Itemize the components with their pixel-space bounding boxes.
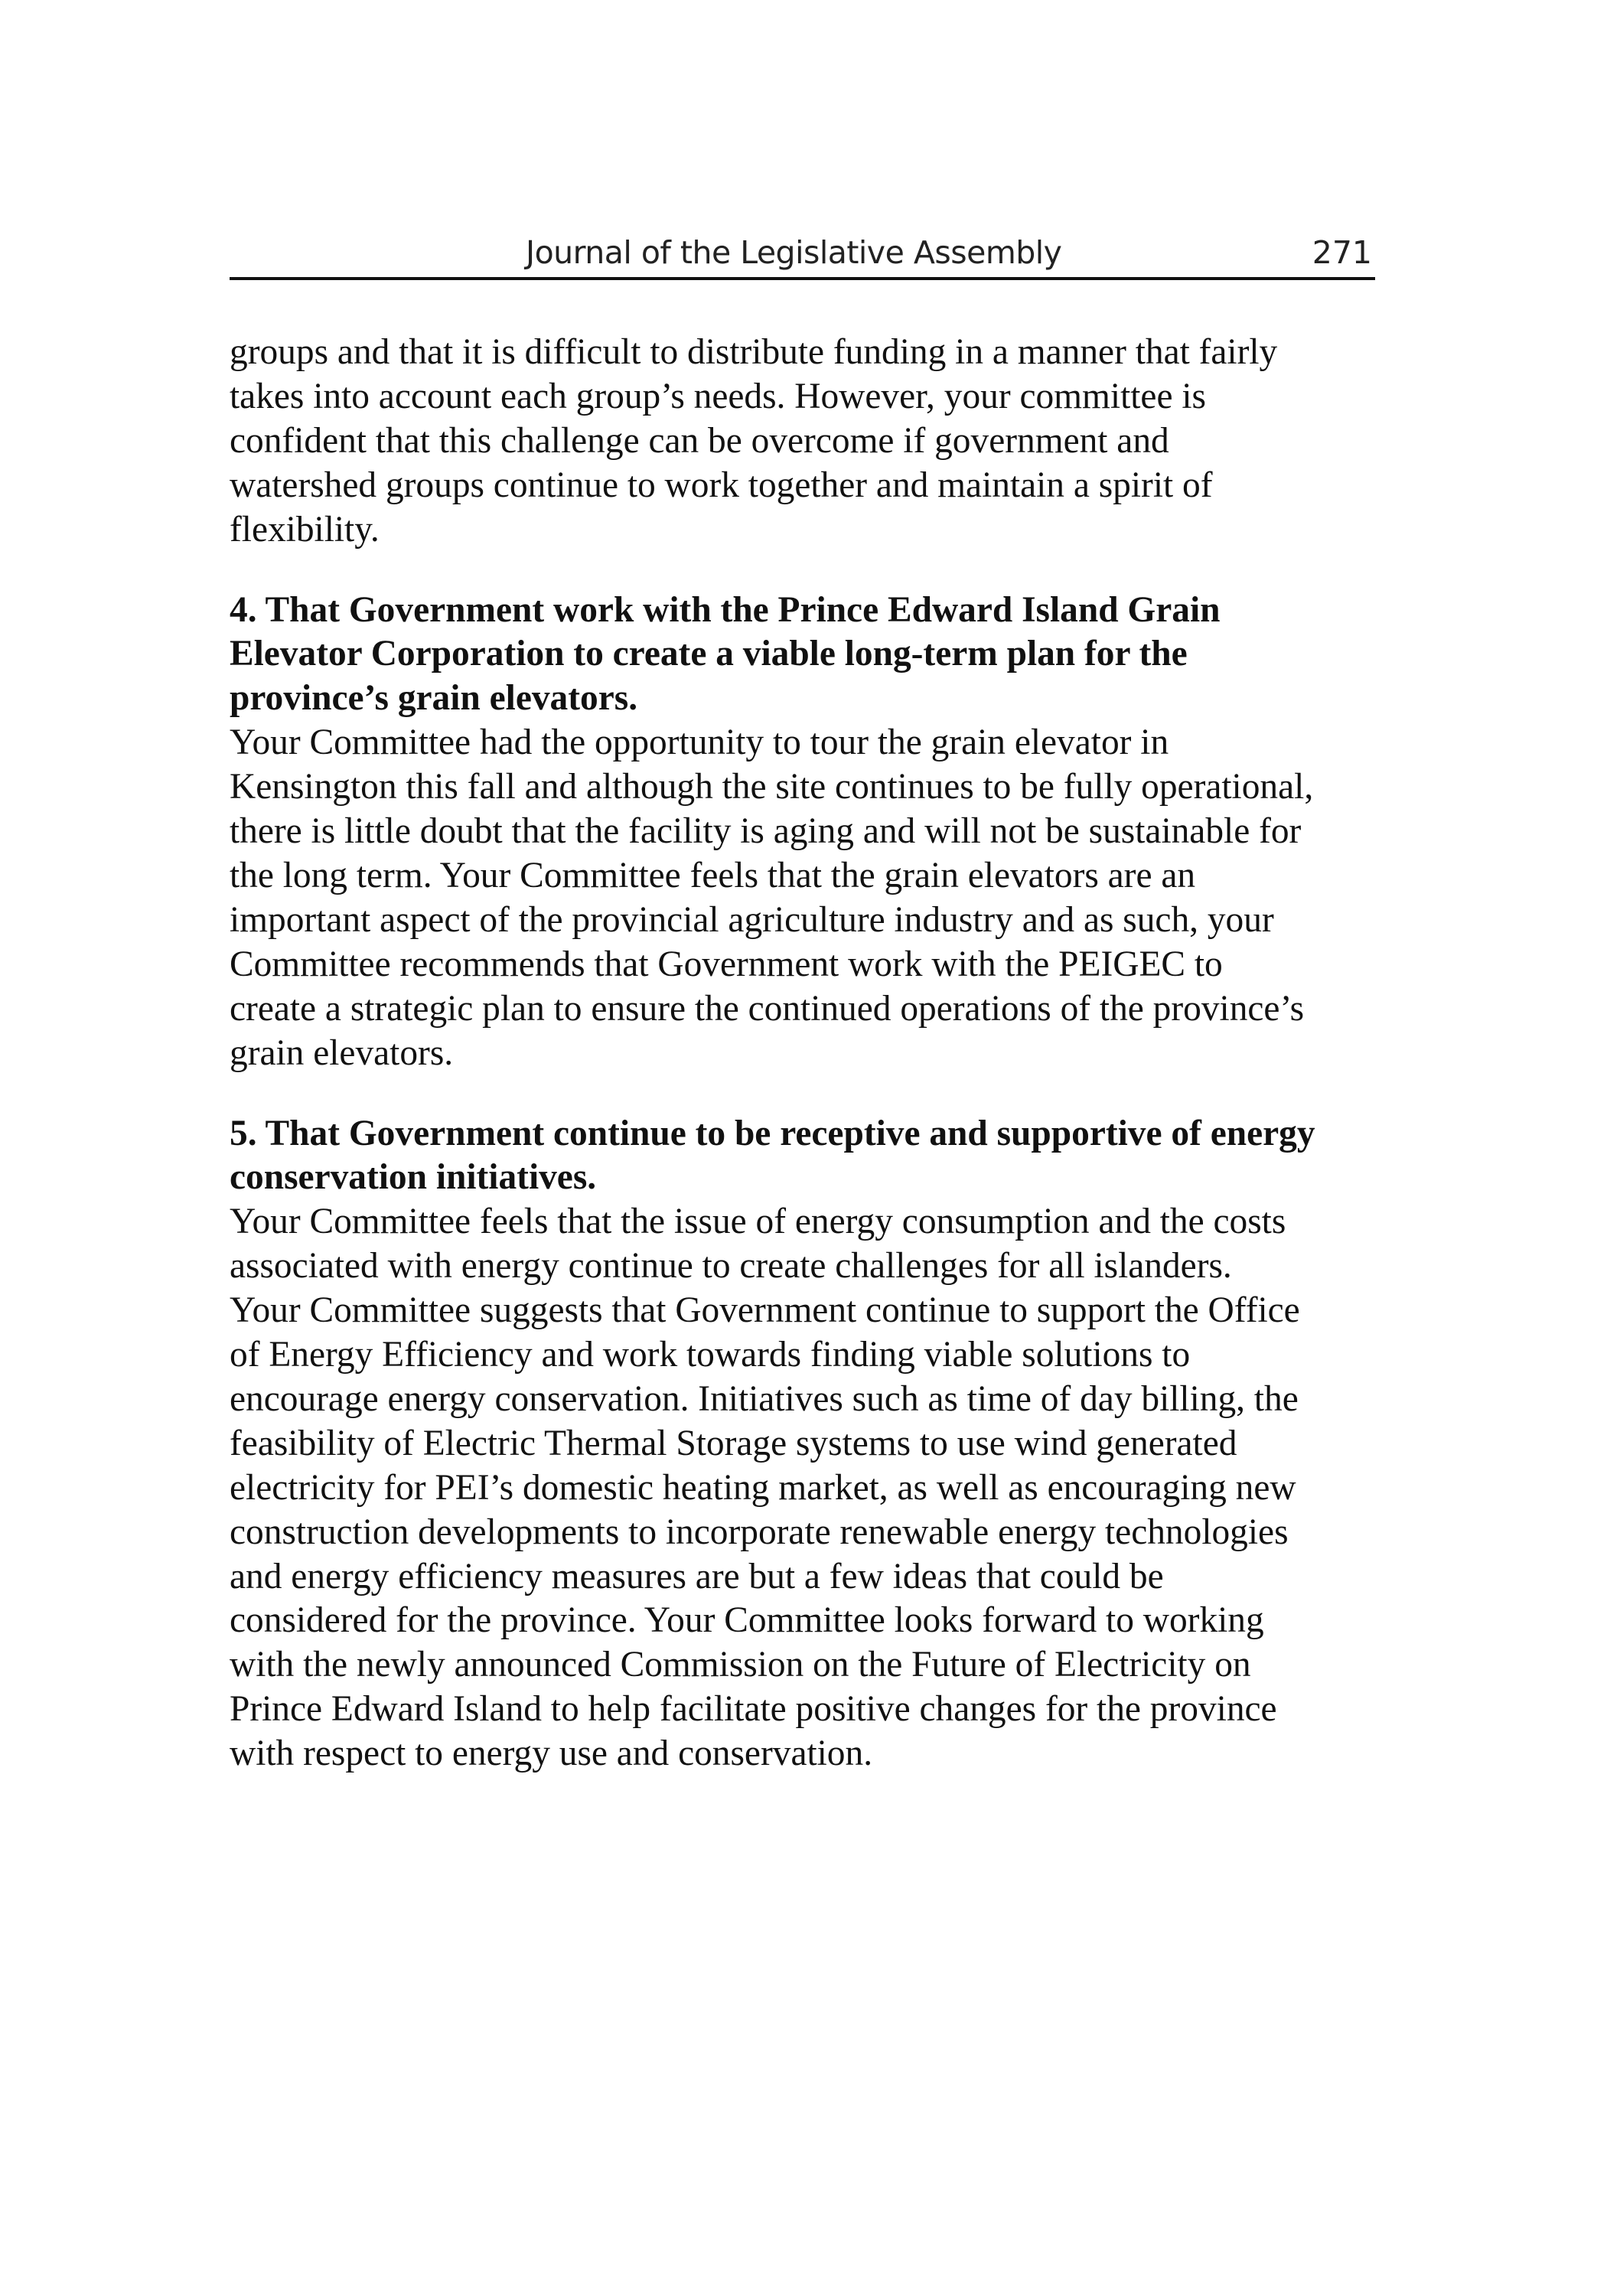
text-line: there is little doubt that the facility is aging and will not be sustainable for (230, 811, 1302, 852)
page-number: 271 (1312, 234, 1372, 271)
text-line: Committee recommends that Government work with the PEIGEC to (230, 944, 1223, 984)
text-line: grain elevators. (230, 1032, 454, 1073)
recommendation-5 (230, 1112, 1377, 1777)
recommendation-4-body (230, 721, 1377, 1075)
running-title: Journal of the Legislative Assembly (526, 234, 1062, 271)
text-line: considered for the province. Your Committee looks forward to working (230, 1600, 1264, 1641)
recommendation-5-body (230, 1200, 1377, 1776)
text-line: Your Committee feels that the issue of energy consumption and the costs (230, 1202, 1286, 1242)
heading-line: conservation initiatives. (230, 1157, 597, 1198)
heading-line: Elevator Corporation to create a viable long-term plan for the (230, 634, 1188, 674)
text-line: feasibility of Electric Thermal Storage systems to use wind generated (230, 1423, 1237, 1463)
heading-line: 5. That Government continue to be receptive and supportive of energy (230, 1113, 1315, 1153)
text-line: construction developments to incorporate renewable energy technologies (230, 1512, 1289, 1552)
text-line: Your Committee suggests that Government continue to support the Office (230, 1290, 1300, 1331)
text-line: takes into account each group’s needs. However, your committee is (230, 376, 1206, 416)
text-line: and energy efficiency measures are but a few ideas that could be (230, 1556, 1164, 1596)
text-line: the long term. Your Committee feels that the grain elevators are an (230, 855, 1196, 895)
text-line: encourage energy conservation. Initiatives such as time of day billing, the (230, 1378, 1299, 1419)
text-line: with the newly announced Commission on the Future of Electricity on (230, 1645, 1251, 1685)
text-line: Your Committee had the opportunity to tour the grain elevator in (230, 722, 1169, 763)
page-body (230, 331, 1377, 1776)
text-line: Kensington this fall and although the site continues to be fully operational, (230, 767, 1314, 807)
text-line: create a strategic plan to ensure the continued operations of the province’s (230, 988, 1305, 1029)
text-line: Prince Edward Island to help facilitate positive changes for the province (230, 1689, 1277, 1730)
recommendation-4 (230, 589, 1377, 1076)
text-line: with respect to energy use and conservation. (230, 1733, 873, 1774)
text-line: electricity for PEI’s domestic heating market, as well as encouraging new (230, 1467, 1296, 1508)
recommendation-5-heading (230, 1112, 1377, 1201)
text-line: flexibility. (230, 509, 380, 550)
text-line: watershed groups continue to work together and maintain a spirit of (230, 465, 1213, 505)
heading-line: province’s grain elevators. (230, 678, 638, 719)
recommendation-4-heading (230, 589, 1377, 722)
intro-paragraph (230, 331, 1377, 553)
text-line: confident that this challenge can be overcome if government and (230, 420, 1169, 461)
text-line: associated with energy continue to create challenges for all islanders. (230, 1246, 1232, 1287)
text-line: groups and that it is difficult to distribute funding in a manner that fairly (230, 332, 1278, 372)
text-line: of Energy Efficiency and work towards finding viable solutions to (230, 1335, 1191, 1375)
page-header (230, 230, 1375, 280)
heading-line: 4. That Government work with the Prince Edward Island Grain (230, 589, 1221, 630)
text-line: important aspect of the provincial agriculture industry and as such, your (230, 899, 1274, 940)
